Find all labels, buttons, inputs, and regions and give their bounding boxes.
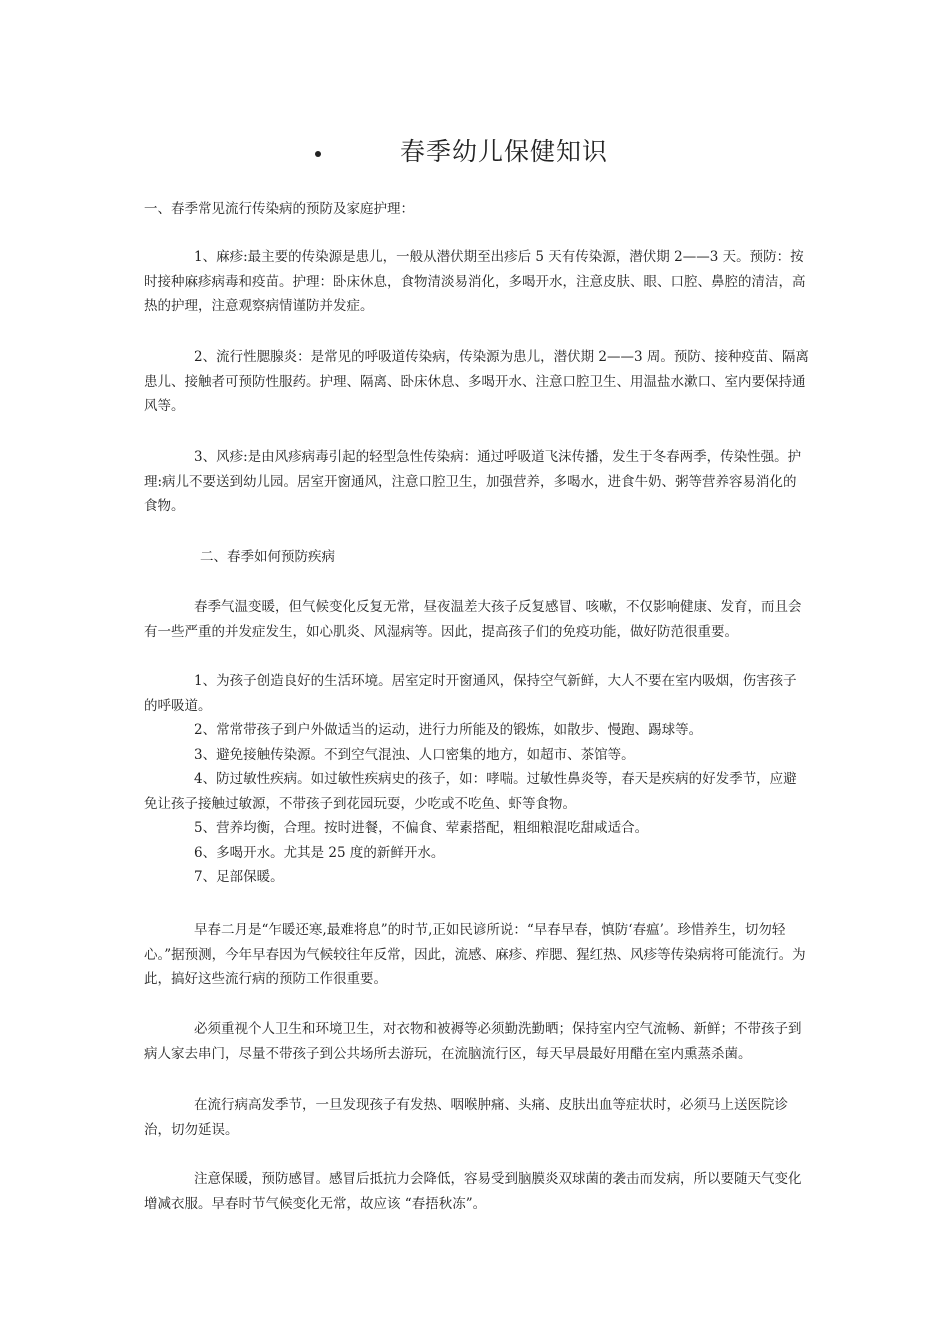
list-item: 4、防过敏性疾病。如过敏性疾病史的孩子，如：哮喘。过敏性鼻炎等，春天是疾病的好发季节，应避免让孩子接触过敏源，不带孩子到花园玩耍，少吃或不吃鱼、虾等食物。 (144, 771, 797, 812)
list-item: 5、营养均衡，合理。按时进餐，不偏食、荤素搭配，粗细粮混吃甜咸适合。 (194, 820, 649, 836)
section-heading-2: 二、春季如何预防疾病 (200, 549, 335, 565)
paragraph-measles: 1、麻疹:最主要的传染源是患儿，一般从潜伏期至出疹后 5 天有传染源，潜伏期 2——3 天。预防：按时接种麻疹病毒和疫苗。护理：卧床休息，食物清淡易消化，多喝开水，注意皮肤、眼、口腔、鼻腔的清洁，高热的护理，注意观察病情谨防并发症。 (144, 249, 806, 314)
paragraph-hygiene: 必须重视个人卫生和环境卫生，对衣物和被褥等必须勤洗勤晒；保持室内空气流畅、新鲜；不带孩子到病人家去串门，尽量不带孩子到公共场所去游玩，在流脑流行区，每天早晨最好用醋在室内熏蒸杀菌。 (144, 1021, 802, 1062)
tips-list (144, 669, 809, 890)
page-title: 春季幼儿保健知识 (400, 137, 609, 166)
paragraph-intro: 春季气温变暖，但气候变化反复无常，昼夜温差大孩子反复感冒、咳嗽，不仅影响健康、发育，而且会有一些严重的并发症发生，如心肌炎、风湿病等。因此，提高孩子们的免疫功能，做好防范很重要。 (144, 599, 802, 640)
paragraph-hospital: 在流行病高发季节，一旦发现孩子有发热、咽喉肿痛、头痛、皮肤出血等症状时，必须马上送医院诊治，切勿延误。 (144, 1097, 788, 1138)
paragraph-mumps: 2、流行性腮腺炎：是常见的呼吸道传染病，传染源为患儿，潜伏期 2——3 周。预防、接种疫苗、隔离患儿、接触者可预防性服药。护理、隔离、卧床休息、多喝开水、注意口腔卫生、用温盐水漱口、室内要保持通风等。 (144, 349, 809, 414)
list-item: 1、为孩子创造良好的生活环境。居室定时开窗通风，保持空气新鲜，大人不要在室内吸烟，伤害孩子的呼吸道。 (144, 673, 797, 714)
section-heading-1: 一、春季常见流行传染病的预防及家庭护理： (144, 201, 414, 217)
list-item: 6、多喝开水。尤其是 25 度的新鲜开水。 (194, 844, 445, 861)
list-item: 2、常常带孩子到户外做适当的运动，进行力所能及的锻炼，如散步、慢跑、踢球等。 (194, 722, 703, 738)
paragraph-rubella: 3、风疹:是由风疹病毒引起的轻型急性传染病：通过呼吸道飞沫传播，发生于冬春两季，传染性强。护理:病儿不要送到幼儿园。居室开窗通风，注意口腔卫生，加强营养，多喝水，进食牛奶、粥等营养容易消化的食物。 (144, 449, 802, 514)
paragraph-early-spring: 早春二月是“乍暖还寒,最难将息”的时节,正如民谚所说：“早春早春，慎防‘春瘟’。珍惜养生，切勿轻心。”据预测，今年早春因为气候较往年反常，因此，流感、麻疹、痄腮、猩红热、风疹等传染病将可能流行。为此，搞好这些流行病的预防工作很重要。 (144, 922, 806, 987)
list-item: 7、足部保暖。 (194, 869, 284, 885)
list-item: 3、避免接触传染源。不到空气混浊、人口密集的地方，如超市、茶馆等。 (194, 746, 635, 763)
paragraph-keep-warm: 注意保暖，预防感冒。感冒后抵抗力会降低，容易受到脑膜炎双球菌的袭击而发病，所以要随天气变化增减衣服。早春时节气候变化无常，故应该 “春捂秋冻”。 (144, 1171, 802, 1212)
title-bullet (312, 148, 324, 160)
